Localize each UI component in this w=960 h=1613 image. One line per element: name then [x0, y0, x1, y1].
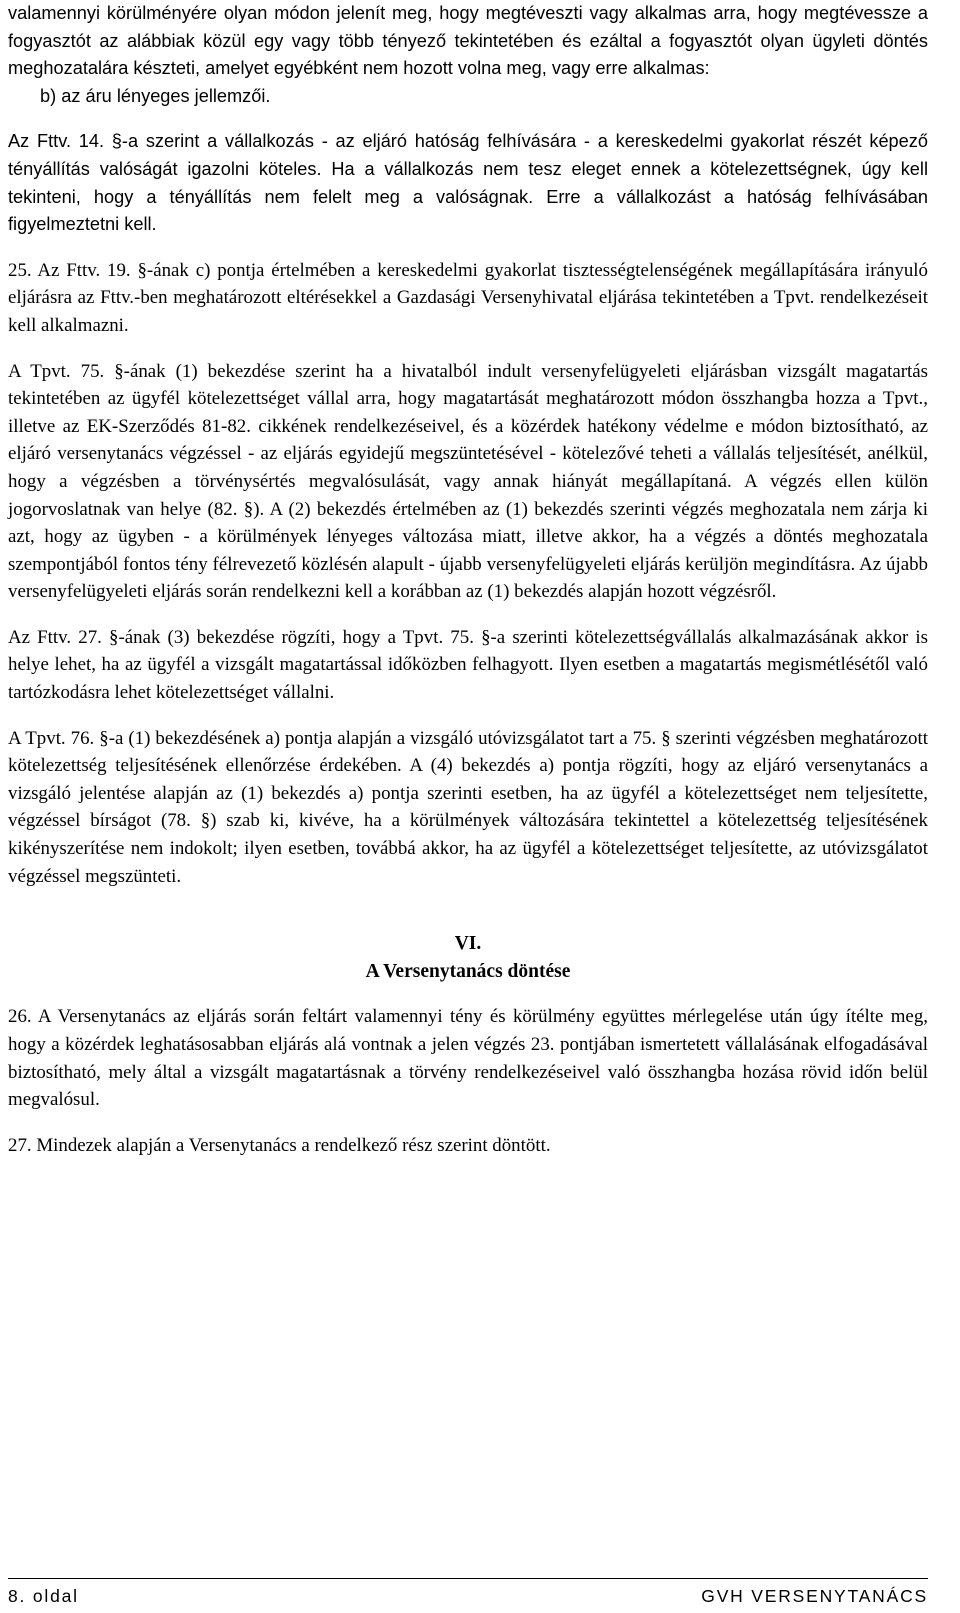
page-number: 8. oldal — [8, 1586, 79, 1606]
paragraph-25: 25. Az Fttv. 19. §-ának c) pontja értelmében a kereskedelmi gyakorlat tisztességtelenségének megállapítására irányuló eljárásra az Fttv.-ben meghatározott eltérésekkel a Gazdasági Versenyhivatal eljárása tekintetében a Tpvt. rendelkezéseit kell alkalmazni. — [8, 259, 928, 336]
fttv-14-sentence-1: Az Fttv. 14. §-a szerint a vállalkozás - az eljáró hatóság felhívására - a kereskedelmi gyakorlat részét képező tényállítás valóságát igazolni köteles. — [8, 131, 928, 179]
fttv-14-paragraph — [8, 128, 928, 238]
section-number: VI. — [454, 933, 482, 955]
organization-label: GVH VERSENYTANÁCS — [701, 1586, 928, 1606]
section-title: A Versenytanács döntése — [365, 960, 571, 982]
intro-paragraph: valamennyi körülményére olyan módon jelenít meg, hogy megtéveszti vagy alkalmas arra, hogy megtévessze a fogyasztót az alábbiak közül egy vagy több tényező tekintetében és ezáltal a fogyasztót olyan ügyleti döntés meghozatalára készteti, amelyet egyébként nem hozott volna meg, vagy erre alkalmas: — [8, 3, 928, 79]
page-footer — [8, 1583, 928, 1609]
footer-divider — [8, 1578, 928, 1579]
paragraph-27: 27. Mindezek alapján a Versenytanács a rendelkező rész szerint döntött. — [8, 1134, 551, 1156]
fttv-14-sentence-2: Ha a vállalkozás nem tesz eleget ennek a kötelezettségnek, úgy kell tekinteni, hogy a tényállítás nem felelt meg a valóságnak. Erre a vállalkozást a hatóság felhívásában figyelmeztetni kell. — [8, 158, 928, 235]
document-body — [8, 0, 928, 1159]
list-item-b: b) az áru lényeges jellemzői. — [40, 85, 271, 106]
tpvt-75-paragraph: A Tpvt. 75. §-ának (1) bekezdése szerint ha a hivatalból indult versenyfelügyeleti eljárásban vizsgált magatartás tekintetében az ügyfél kötelezettséget vállal arra, hogy magatartását meghatározott módon összhangba hozza a Tpvt., illetve az EK-Szerződés 81-82. cikkének rendelkezéseivel, és a közérdek hatékony védelme e módon biztosítható, az eljáró versenytanács végzéssel - az eljárás egyidejű megszüntetésével - kötelezővé teheti a vállalás teljesítését, anélkül, hogy a végzésben a törvénysértés megvalósulását, vagy annak hiányát megállapítaná. A végzés ellen külön jogorvoslatnak van helye (82. §). A (2) bekezdés értelmében az (1) bekezdés szerinti végzés meghozatala nem zárja ki azt, hogy az ügyben - a körülmények lényeges változása miatt, illetve akkor, ha a végzés a döntés meghozatala szempontjából fontos tény félrevezető közlésén alapult - újabb versenyfelügyeleti eljárás kerüljön megindításra. Az újabb versenyfelügyeleti eljárás során rendelkezni kell a korábban az (1) bekezdés alapján hozott végzésről. — [8, 360, 928, 603]
paragraph-26: 26. A Versenytanács az eljárás során feltárt valamennyi tény és körülmény együttes mérlegelése után úgy ítélte meg, hogy a közérdek leghatásosabban eljárás alá vontnak a jelen végzés 23. pontjában ismertetett vállalásának elfogadásával biztosítható, mely által a vizsgált magatartásnak a törvény rendelkezéseivel való összhangba hozása rövid időn belül megvalósul. — [8, 1006, 928, 1111]
tpvt-76-paragraph: A Tpvt. 76. §-a (1) bekezdésének a) pontja alapján a vizsgáló utóvizsgálatot tart a 75. § szerinti végzésben meghatározott kötelezettség teljesítésének ellenőrzése érdekében. A (4) bekezdés a) pontja rögzíti, hogy az eljáró versenytanács a vizsgáló jelentése alapján az (1) bekezdés a) pontja szerinti esetben, ha az ügyfél a kötelezettséget nem teljesítette, végzéssel bírságot (78. §) szab ki, kivéve, ha a körülmények változására tekintettel a kötelezettség teljesítésének kikényszerítése nem indokolt; ilyen esetben, továbbá akkor, ha az ügyfél a kötelezettséget teljesítette, az utóvizsgálatot végzéssel megszünteti. — [8, 727, 928, 887]
fttv-27-paragraph: Az Fttv. 27. §-ának (3) bekezdése rögzíti, hogy a Tpvt. 75. §-a szerinti kötelezettségvállalás alkalmazásának akkor is helye lehet, ha az ügyfél a vizsgált magatartással időközben felhagyott. Ilyen esetben a magatartás megismétlésétől való tartózkodásra lehet kötelezettséget vállalni. — [8, 626, 928, 704]
